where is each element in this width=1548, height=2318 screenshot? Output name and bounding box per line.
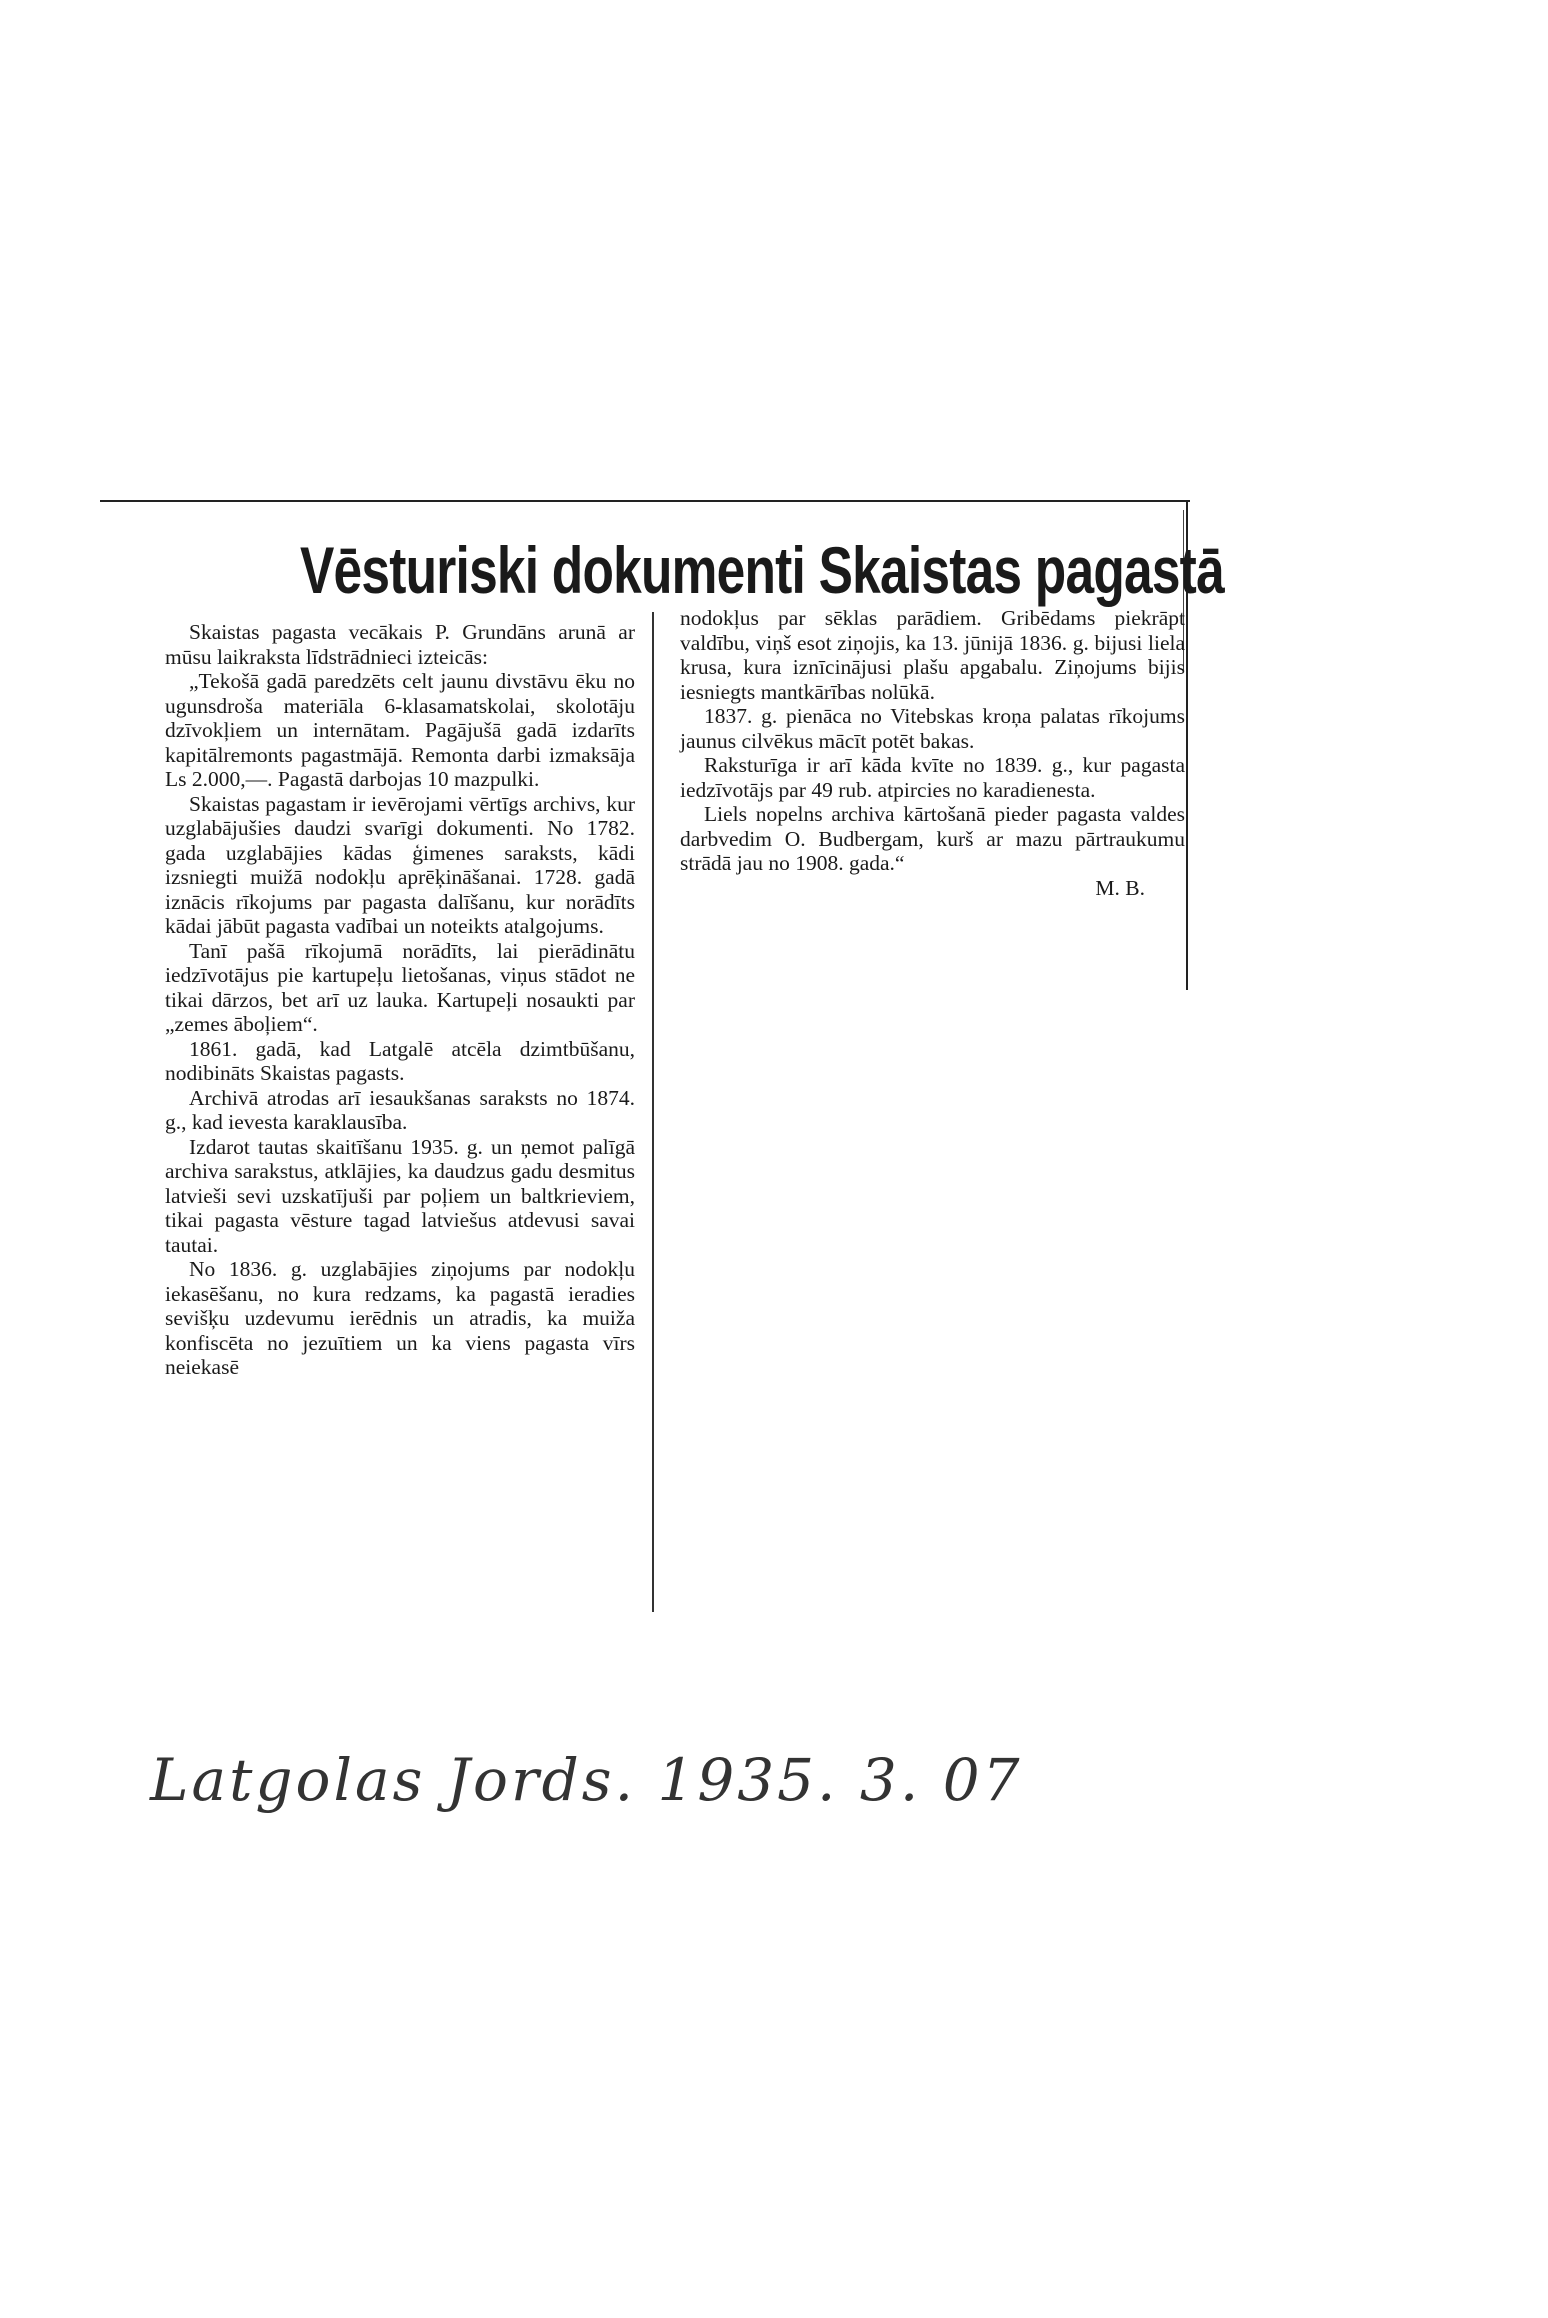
newspaper-clipping <box>100 490 1224 1640</box>
paragraph: Archivā atrodas arī iesaukšanas saraksts no 1874. g., kad ievesta karaklausība. <box>165 1085 635 1134</box>
paragraph: Izdarot tautas skaitīšanu 1935. g. un ņemot palīgā archiva sarakstus, atklājies, ka daudzus gadu desmitus latvieši sevi uzskatījuši par poļiem un baltkrieviem, tikai pagasta vēsture tagad latviešus atdevusi savai tautai. <box>165 1134 635 1257</box>
paragraph: Skaistas pagasta vecākais P. Grundāns arunā ar mūsu laikraksta līdstrādnieci izteicās: <box>165 620 635 669</box>
article-headline: Vēsturiski dokumenti Skaistas pagastā <box>300 533 1224 607</box>
article-column-1 <box>165 620 635 1380</box>
paragraph: Liels nopelns archiva kārtošanā pieder pagasta valdes darbvedim O. Budbergam, kurš ar mazu pārtraukumu strādā jau no 1908. gada.“ <box>680 802 1185 875</box>
paragraph: „Tekošā gadā paredzēts celt jaunu divstāvu ēku no ugunsdroša materiāla 6-klasamatskolai, skolotāju dzīvokļiem un internātam. Pagājušā gadā izdarīts kapitālremonts pagastmājā. Remonta darbi izmaksāja Ls 2.000,—. Pagastā darbojas 10 mazpulki. <box>165 669 635 791</box>
paragraph: 1837. g. pienāca no Vitebskas kroņa palatas rīkojums jaunus cilvēkus mācīt potēt bakas. <box>680 704 1185 753</box>
article-column-2 <box>680 606 1185 900</box>
paragraph: nodokļus par sēklas parādiem. Gribēdams piekrāpt valdību, viņš esot ziņojis, ka 13. jūnijā 1836. g. bijusi liela krusa, kura iznīcinājusi plašu apgabalu. Ziņojums bijis iesniegts mantkārības nolūkā. <box>680 606 1185 704</box>
paragraph: No 1836. g. uzglabājies ziņojums par nodokļu iekasēšanu, no kura redzams, ka pagastā ieradies sevišķu uzdevumu ierēdnis un atradis, ka muiža konfiscēta no jezuītiem un ka viens pagasta vīrs neiekasē <box>165 1257 635 1379</box>
author-signature: M. B. <box>1095 875 1145 900</box>
paragraph: Raksturīga ir arī kāda kvīte no 1839. g., kur pagasta iedzīvotājs par 49 rub. atpircies no karadienesta. <box>680 753 1185 802</box>
paragraph: 1861. gadā, kad Latgalē atcēla dzimtbūšanu, nodibināts Skaistas pagasts. <box>165 1036 635 1085</box>
paragraph: Skaistas pagastam ir ievērojami vērtīgs archivs, kur uzglabājušies daudzi svarīgi dokumenti. No 1782. gada uzglabājies kādas ģimenes saraksts, kādi izsniegti muižā nodokļu aprēķināšanai. 1728. gadā iznācis rīkojums par pagasta dalīšanu, kur norādīts kādai jābūt pagasta vadībai un noteikts atalgojums. <box>165 791 635 938</box>
handwritten-source-note: Latgolas Jords. 1935. 3. 07 <box>150 1746 1023 1814</box>
column-divider <box>652 612 654 1612</box>
top-rule <box>100 500 1190 502</box>
paragraph: Tanī pašā rīkojumā norādīts, lai pierādinātu iedzīvotājus pie kartupeļu lietošanas, viņus stādot ne tikai dārzos, bet arī uz lauka. Kartupeļi nosaukti par „zemes āboļiem“. <box>165 938 635 1036</box>
